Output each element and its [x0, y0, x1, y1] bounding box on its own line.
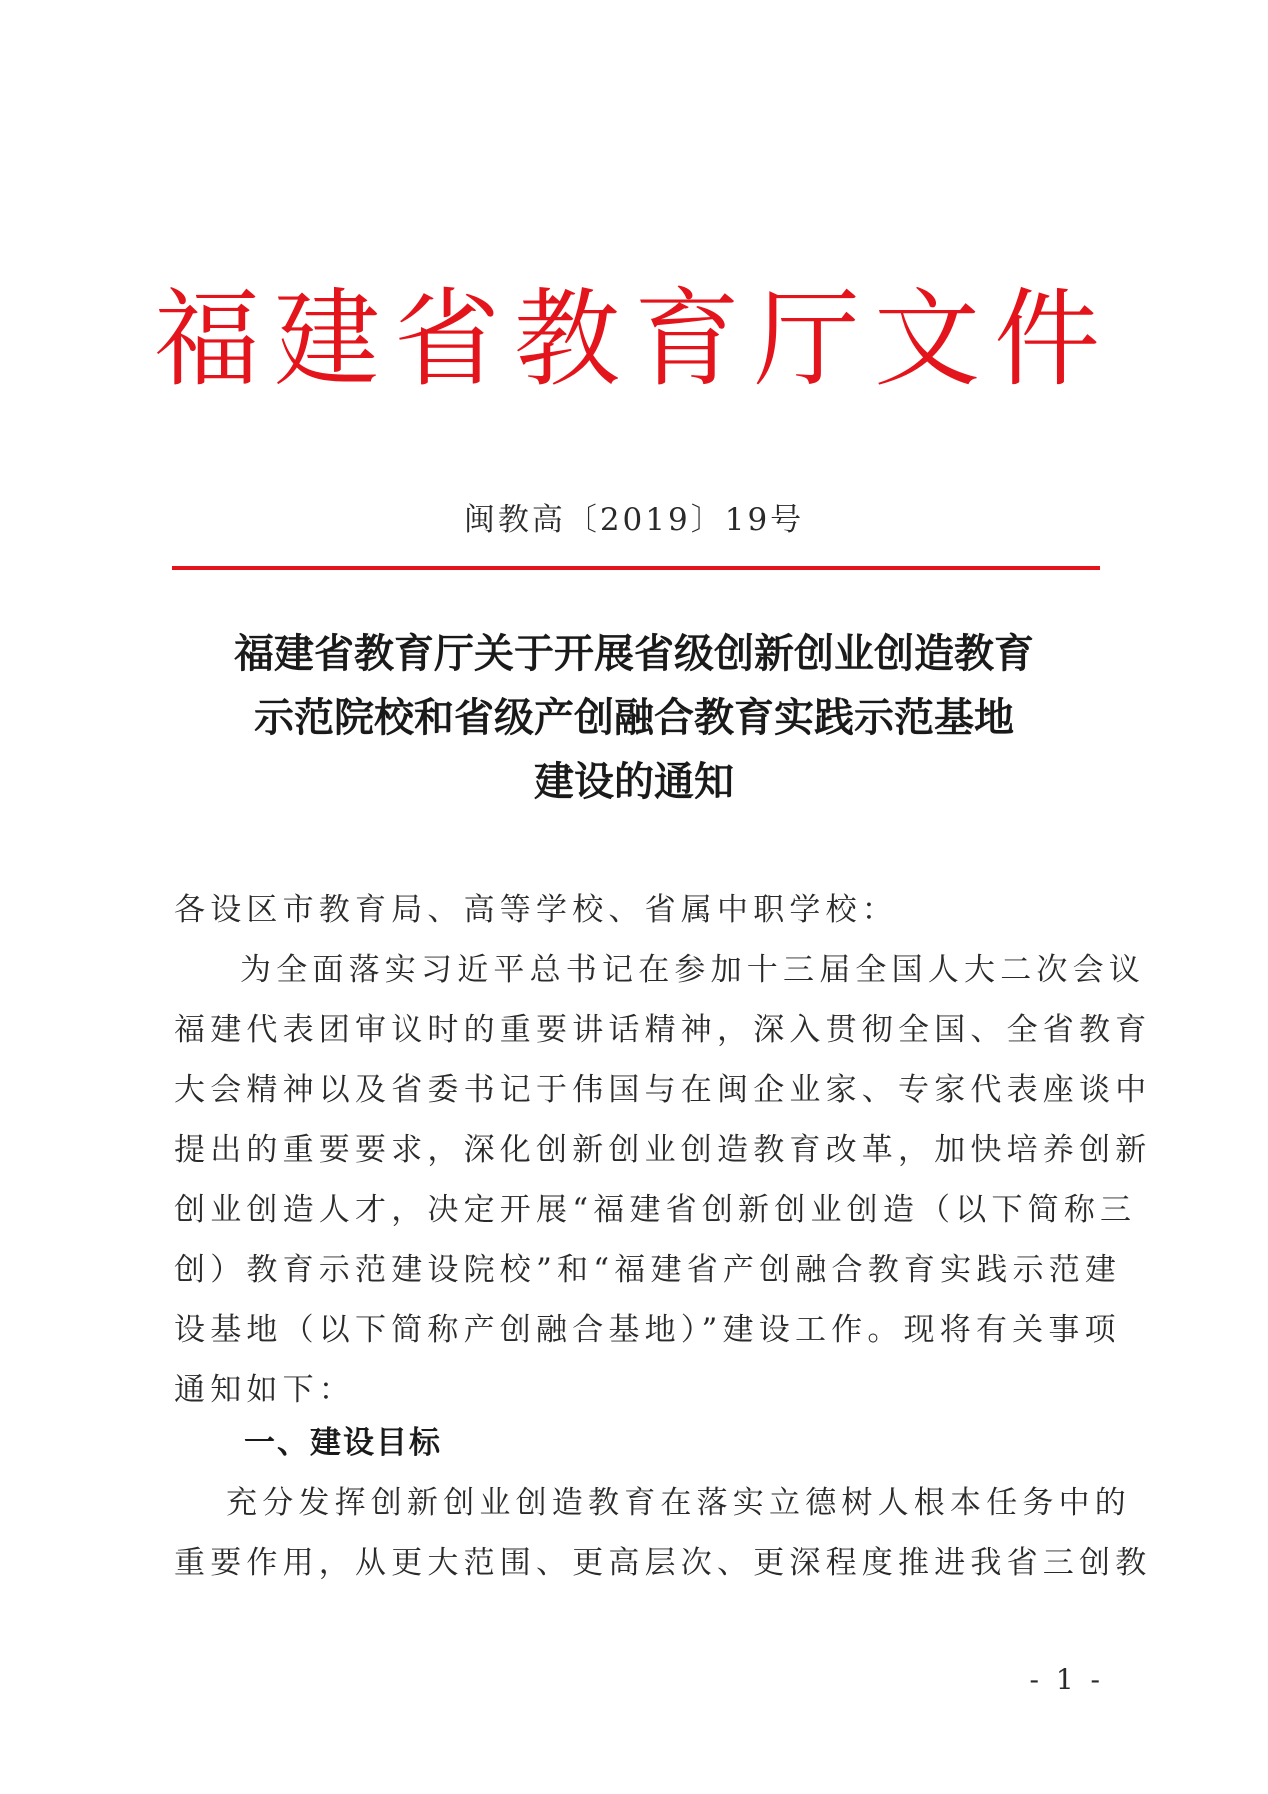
paragraph-line: 通知如下：	[174, 1372, 355, 1408]
paragraph-line: 充分发挥创新创业创造教育在落实立德树人根本任务中的	[226, 1485, 1131, 1521]
masthead-title: 福建省教育厅文件	[154, 278, 1114, 401]
title-line: 福建省教育厅关于开展省级创新创业创造教育	[234, 631, 1034, 677]
paragraph-intro	[174, 940, 1152, 1420]
paragraph-line: 重要作用，从更大范围、更高层次、更深程度推进我省三创教	[174, 1545, 1152, 1581]
paragraph-goals	[174, 1473, 1152, 1593]
addressee-line: 各设区市教育局、高等学校、省属中职学校：	[174, 892, 898, 928]
paragraph-line: 福建代表团审议时的重要讲话精神，深入贯彻全国、全省教育	[174, 1012, 1152, 1048]
title-line: 建设的通知	[534, 759, 734, 805]
paragraph-line: 大会精神以及省委书记于伟国与在闽企业家、专家代表座谈中	[174, 1072, 1152, 1108]
notice-title	[160, 622, 1108, 814]
document-number: 闽教高〔2019〕19号	[463, 502, 805, 538]
paragraph-line: 创）教育示范建设院校”和“福建省产创融合教育实践示范建	[174, 1252, 1122, 1288]
paragraph-line: 提出的重要要求，深化创新创业创造教育改革，加快培养创新	[174, 1132, 1152, 1168]
paragraph-line: 设基地（以下简称产创融合基地）”建设工作。现将有关事项	[174, 1312, 1121, 1348]
paragraph-line: 为全面落实习近平总书记在参加十三届全国人大二次会议	[240, 952, 1145, 988]
section-heading-goals: 一、建设目标	[244, 1425, 442, 1461]
page-number: - 1 -	[1029, 1663, 1104, 1696]
paragraph-line: 创业创造人才，决定开展“福建省创新创业创造（以下简称三	[174, 1192, 1137, 1228]
title-line: 示范院校和省级产创融合教育实践示范基地	[254, 695, 1014, 741]
red-divider-line	[172, 566, 1100, 570]
